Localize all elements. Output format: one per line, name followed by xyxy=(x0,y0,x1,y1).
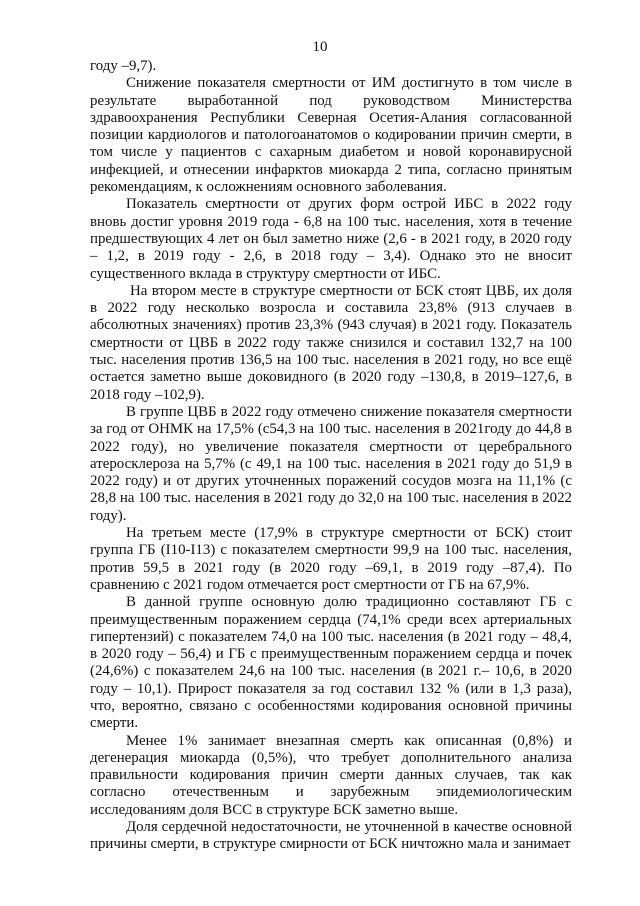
paragraph-sudden-death: Менее 1% занимает внезапная смерть как описанная (0,8%) и дегенерация миокарда (0,5%), что требует дополнительного анализа правильности кодирования причин смерти данных случаев, так как согласно отечественным и зарубежным эпидемиологическим исследованиям доля ВСС в структуре БСК заметно выше. xyxy=(90,732,572,818)
document-body xyxy=(90,58,572,854)
paragraph-cvd-group: В группе ЦВБ в 2022 году отмечено снижение показателя смертности за год от ОНМК на 17,5% (с54,3 на 100 тыс. населения в 2021году до 44,8 в 2022 году), но увеличение показателя смертности от церебрального атеросклероза на 5,7% (с 49,1 на 100 тыс. населения в 2021 году до 51,9 в 2022 году) и от других уточненных поражений сосудов мозга на 11,1% (с 28,8 на 100 тыс. населения в 2021 году до 32,0 на 100 тыс. населения в 2022 году). xyxy=(90,403,572,524)
paragraph-continuation: году –9,7). xyxy=(90,58,157,74)
paragraph-mi-mortality: Снижение показателя смертности от ИМ достигнуто в том числе в результате выработанной под руководством Министерства здравоохранения Республики Северная Осетия-Алания согласованной позиции кардиологов и патологоанатомов о кодировании причин смерти, в том числе у пациентов с сахарным диабетом и новой коронавирусной инфекцией, и отнесении инфарктов миокарда 2 типа, согласно принятым рекомендациям, к осложнениям основного заболевания. xyxy=(90,75,572,196)
paragraph-heart-failure: Доля сердечной недостаточности, не уточненной в качестве основной причины смерти, в структуре смирности от БСК ничтожно мала и занимает xyxy=(90,819,572,853)
paragraph-cvd-second-place: На втором месте в структуре смертности от БСК стоят ЦВБ, их доля в 2022 году несколько возросла и составила 23,8% (913 случаев в абсолютных значениях) против 23,3% (943 случая) в 2021 году. Показатель смертности от ЦВБ в 2022 году также снизился и составил 132,7 на 100 тыс. населения против 136,5 на 100 тыс. населения в 2021 году, но все ещё остается заметно выше доковидного (в 2020 году –130,8, в 2019–127,6, в 2018 году –102,9). xyxy=(90,282,572,403)
paragraph-ihd-other-forms: Показатель смертности от других форм острой ИБС в 2022 году вновь достиг уровня 2019 года - 6,8 на 100 тыс. населения, хотя в течение предшествующих 4 лет он был заметно ниже (2,6 - в 2021 году, в 2020 году – 1,2, в 2019 году - 2,6, в 2018 году – 3,4). Однако это не вносит существенного вклада в структуру смертности от ИБС. xyxy=(90,196,572,282)
page-number: 10 xyxy=(312,39,328,55)
paragraph-hypertension-third-place: На третьем месте (17,9% в структуре смертности от БСК) стоит группа ГБ (I10-I13) с показателем смертности 99,9 на 100 тыс. населения, против 59,5 в 2021 году (в 2020 году –69,1, в 2019 году –87,4). По сравнению с 2021 годом отмечается рост смертности от ГБ на 67,9%. xyxy=(90,525,572,593)
paragraph-hypertension-group: В данной группе основную долю традиционно составляют ГБ с преимущественным поражением сердца (74,1% среди всех артериальных гипертензий) с показателем 74,0 на 100 тыс. населения (в 2021 году – 48,4, в 2020 году – 56,4) и ГБ с преимущественным поражением сердца и почек (24,6%) с показателем 24,6 на 100 тыс. населения (в 2021 г.– 10,6, в 2020 году – 10,1). Прирост показателя за год составил 132 % (или в 1,3 раза), что, вероятно, связано с особенностями кодирования основной причины смерти. xyxy=(90,594,572,732)
